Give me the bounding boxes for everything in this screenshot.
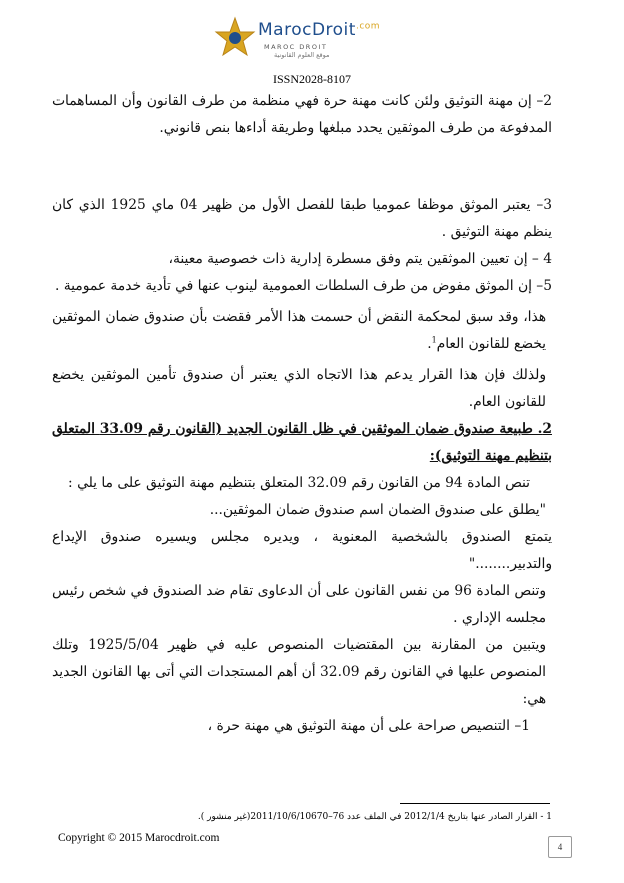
logo-wordmark: MarocDroit$^{.com}$ bbox=[258, 20, 381, 40]
paragraph-court-ruling: هذا، وقد سبق لمحكمة النقض أن حسمت هذا الأمر فقضت بأن صندوق ضمان الموثقين يخضع للقانون العام$^1$. bbox=[52, 309, 546, 352]
paragraph-point-3: 3– يعتبر الموثق موظفا عموميا طبقا للفصل الأول من ظهير 04 ماي 1925 الذي كان ينظم مهنة التوثيق . bbox=[52, 197, 552, 240]
site-logo[interactable] bbox=[214, 16, 414, 64]
paragraph-conclusion: ولذلك فإن هذا القرار يدعم هذا الاتجاه الذي يعتبر أن صندوق تأمين الموثقين يخضع للقانون العام. bbox=[52, 367, 546, 410]
paragraph-new-point-1: 1– التنصيص صراحة على أن مهنة التوثيق هي مهنة حرة ، bbox=[207, 718, 530, 734]
logo-subtitle-latin: MAROC DROIT bbox=[264, 43, 328, 51]
footnote-text: 1 - القرار الصادر عنها بتاريخ 2012/1/4 في الملف عدد 76–2011/10/6/10670(غير منشور ). bbox=[197, 812, 552, 822]
paragraph-comparison: ويتبين من المقارنة بين المقتضيات المنصوص عليه في ظهير 1925/5/04 وتلك المنصوص عليها في القانون رقم 32.09 أن أهم المستجدات التي أتى بها القانون الجديد هي: bbox=[52, 637, 546, 707]
quote-line-1: "يطلق على صندوق الضمان اسم صندوق ضمان الموثقين... bbox=[209, 502, 546, 518]
star-logo-icon bbox=[214, 16, 256, 58]
paragraph-article-96: وتنص المادة 96 من نفس القانون على أن الدعاوى تقام ضد الصندوق في شخص رئيس مجلسه الإداري . bbox=[52, 583, 546, 626]
copyright-footer: Copyright © 2015 Marocdroit.com bbox=[58, 832, 220, 844]
paragraph-point-2: 2– إن مهنة التوثيق ولئن كانت مهنة حرة فهي منظمة من طرف القانون وأن المساهمات المدفوعة من طرف الموثقين يحدد مبلغها وطريقة أداءها بنص قانوني. bbox=[52, 93, 552, 136]
section-heading: 2. طبيعة صندوق ضمان الموثقين في ظل القانون الجديد (القانون رقم 33.09 المتعلق بتنظيم مهنة التوثيق): bbox=[52, 421, 552, 464]
paragraph-article-94: تنص المادة 94 من القانون رقم 32.09 المتعلق بتنظيم مهنة التوثيق على ما يلي : bbox=[68, 475, 530, 491]
page-number: 4 bbox=[548, 836, 572, 858]
page-header bbox=[0, 14, 624, 86]
logo-subtitle: موقع العلوم القانونية bbox=[274, 51, 330, 59]
footnote-divider bbox=[400, 803, 550, 804]
footnote-ref[interactable]: 1 bbox=[431, 335, 437, 345]
issn-label: ISSN2028-8107 bbox=[272, 72, 351, 86]
paragraph-point-4: 4 – إن تعيين الموثقين يتم وفق مسطرة إدارية ذات خصوصية معينة، bbox=[168, 251, 552, 267]
paragraph-point-5: 5– إن الموثق مفوض من طرف السلطات العمومية لينوب عنها في تأدية خدمة عمومية . bbox=[54, 278, 552, 294]
quote-line-2: يتمتع الصندوق بالشخصية المعنوية ، ويديره مجلس ويسيره صندوق الإيداع والتدبير........" bbox=[52, 529, 552, 572]
document-body bbox=[52, 88, 552, 740]
